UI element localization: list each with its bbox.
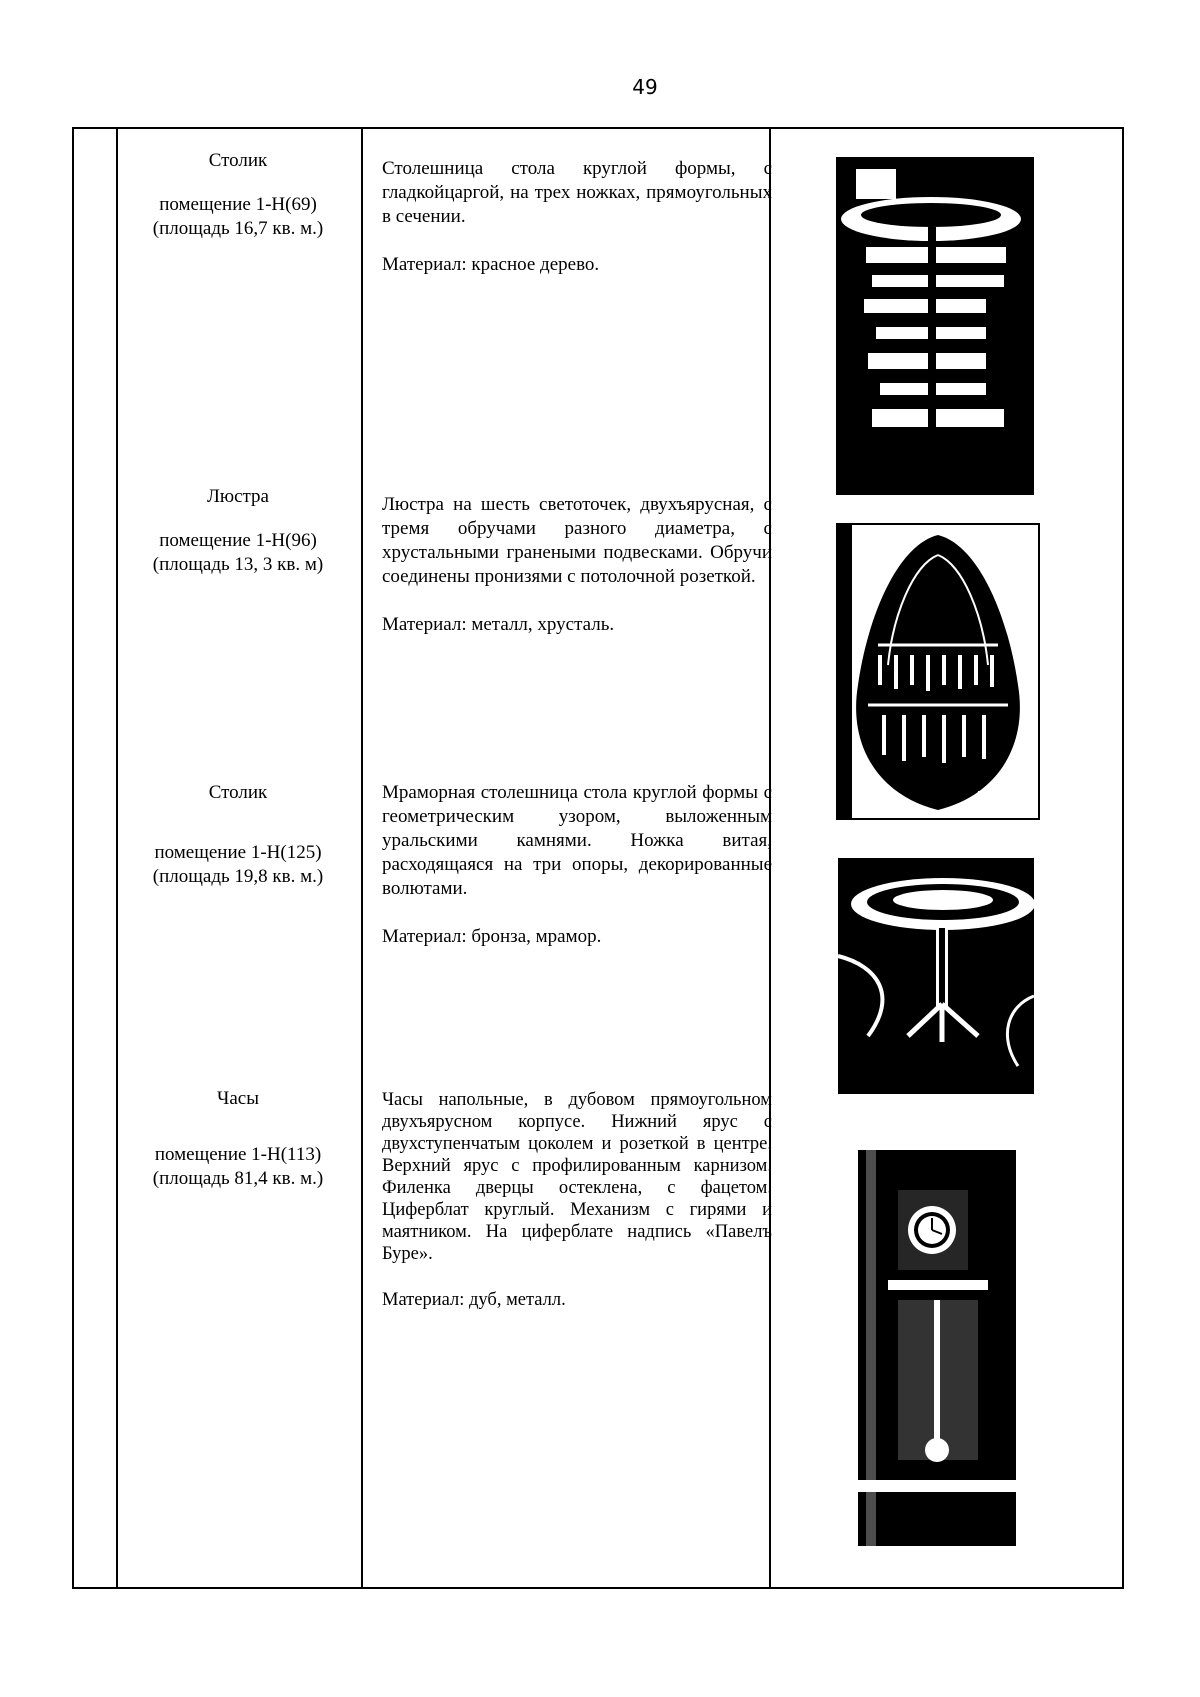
item-title: Столик bbox=[208, 782, 268, 803]
item-description-cell bbox=[382, 1089, 772, 1311]
item-name-cell bbox=[117, 1087, 359, 1191]
page-number: 49 bbox=[632, 75, 658, 99]
item-description-cell bbox=[382, 157, 772, 277]
item-room: помещение 1-Н(113) bbox=[154, 1144, 322, 1165]
round-table-photo bbox=[836, 157, 1034, 495]
item-area: (площадь 19,8 кв. м.) bbox=[152, 866, 324, 887]
item-description: Люстра на шесть светоточек, двухъярусная, с тремя обручами разного диаметра, с хрустальными гранеными подвесками. Обручи соединены пронизями с потолочной розеткой. bbox=[382, 494, 772, 587]
item-material: Материал: дуб, металл. bbox=[382, 1290, 566, 1310]
inventory-table bbox=[72, 127, 1124, 1589]
column-divider bbox=[361, 129, 363, 1587]
marble-table-photo bbox=[838, 846, 1034, 1094]
item-area: (площадь 13, 3 кв. м) bbox=[152, 554, 324, 575]
item-area: (площадь 16,7 кв. м.) bbox=[152, 218, 324, 239]
item-area: (площадь 81,4 кв. м.) bbox=[152, 1168, 324, 1189]
item-title: Часы bbox=[217, 1088, 259, 1109]
item-material: Материал: бронза, мрамор. bbox=[382, 926, 602, 947]
item-description: Часы напольные, в дубовом прямоугольном двухъярусном корпусе. Нижний ярус с двухступенчатым цоколем и розеткой в центре. Верхний ярус с профилированным карнизом. Филенка дверцы остеклена, с фацетом. Циферблат круглый. Механизм с гирями и маятником. На циферблате надпись «Павелъ Буре». bbox=[382, 1090, 772, 1264]
item-description-cell bbox=[382, 781, 772, 949]
chandelier-photo bbox=[836, 523, 1040, 820]
item-room: помещение 1-Н(125) bbox=[154, 842, 322, 863]
item-name-cell bbox=[117, 781, 359, 889]
item-description-cell bbox=[382, 493, 772, 637]
item-material: Материал: металл, хрусталь. bbox=[382, 614, 615, 635]
item-description: Столешница стола круглой формы, с гладкойцаргой, на трех ножках, прямоугольных в сечении. bbox=[382, 158, 772, 227]
item-room: помещение 1-Н(96) bbox=[159, 530, 317, 551]
item-name-cell bbox=[117, 485, 359, 577]
item-title: Люстра bbox=[207, 486, 269, 507]
item-description: Мраморная столешница стола круглой формы с геометрическим узором, выложенным уральскими камнями. Ножка витая, расходящаяся на три опоры, декорированные волютами. bbox=[382, 782, 772, 899]
item-room: помещение 1-Н(69) bbox=[159, 194, 317, 215]
floor-clock-photo bbox=[858, 1150, 1016, 1546]
item-material: Материал: красное дерево. bbox=[382, 254, 600, 275]
item-title: Столик bbox=[208, 150, 268, 171]
item-name-cell bbox=[117, 149, 359, 241]
